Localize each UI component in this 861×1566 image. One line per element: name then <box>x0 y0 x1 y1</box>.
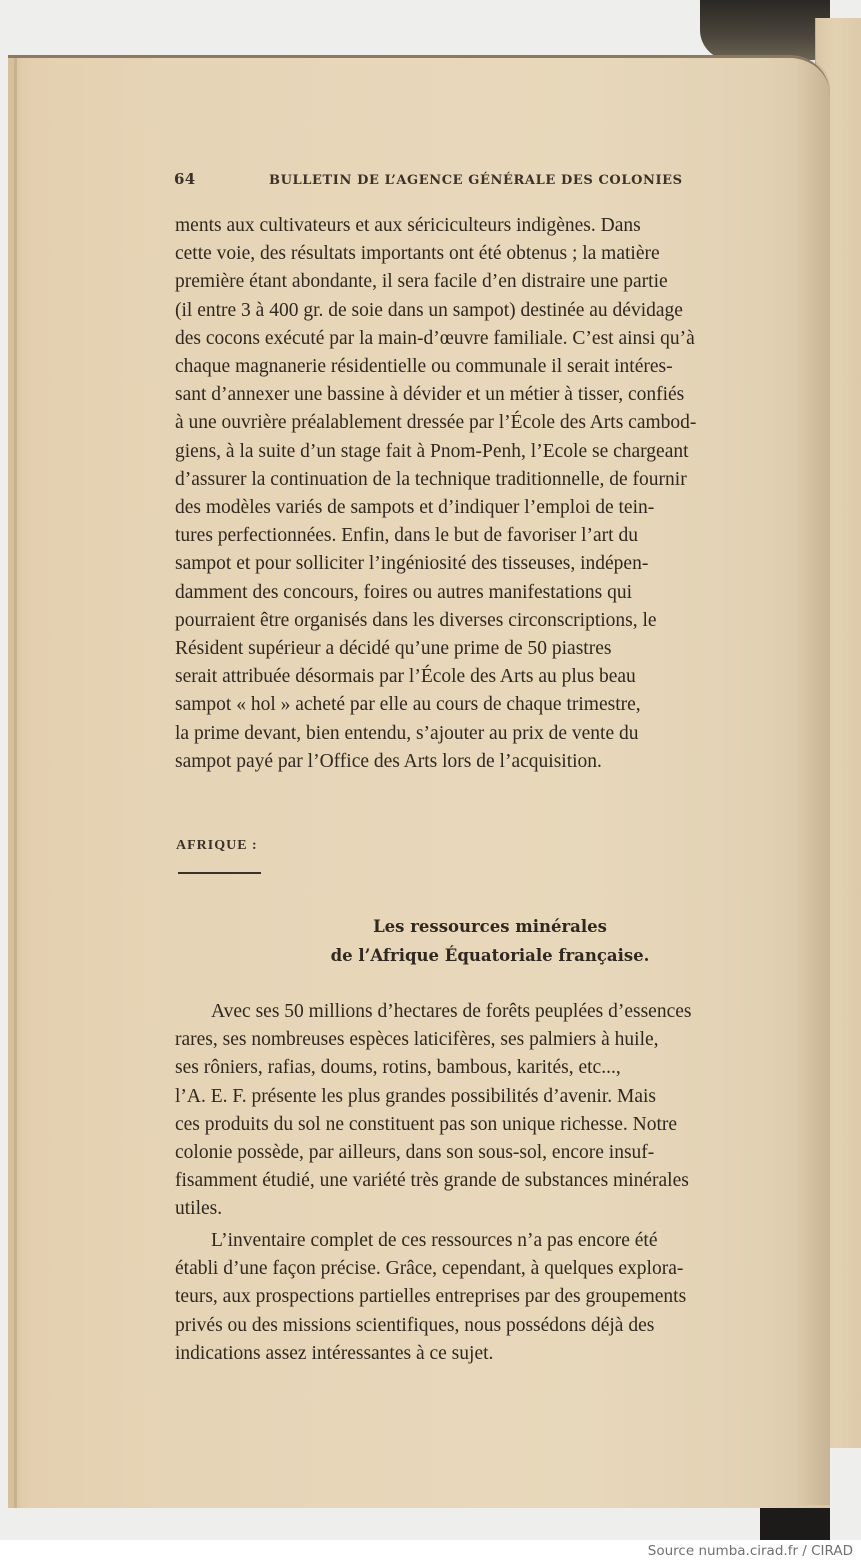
text-line: sant d’annexer une bassine à dévider et un métier à tisser, confiés <box>175 384 685 406</box>
text-line: pourraient être organisés dans les diverses circonscriptions, le <box>175 609 657 631</box>
text-line: damment des concours, foires ou autres manifestations qui <box>175 581 633 603</box>
text-line: d’assurer la continuation de la technique traditionnelle, de fournir <box>175 468 687 490</box>
text-line: utiles. <box>175 1198 223 1220</box>
text-line: fisamment étudié, une variété très grande de substances minérales <box>175 1170 689 1192</box>
text-line: rares, ses nombreuses espèces laticifères, ses palmiers à huile, <box>175 1029 659 1051</box>
body-paragraph-inventory <box>175 1227 820 1368</box>
text-line: chaque magnanerie résidentielle ou communale il serait intéres- <box>175 356 673 378</box>
text-line: teurs, aux prospections partielles entreprises par des groupements <box>175 1286 687 1308</box>
text-line: la prime devant, bien entendu, s’ajouter au prix de vente du <box>175 722 639 744</box>
text-line: des modèles variés de sampots et d’indiquer l’emploi de tein- <box>175 497 655 519</box>
text-line: ces produits du sol ne constituent pas son unique richesse. Notre <box>175 1113 678 1135</box>
text-line: à une ouvrière préalablement dressée par l’École des Arts cambod- <box>175 412 697 434</box>
text-line: indications assez intéressantes à ce sujet. <box>175 1342 494 1364</box>
text-line: ses rôniers, rafias, doums, rotins, bambous, karités, etc..., <box>175 1057 621 1079</box>
text-line: L’inventaire complet de ces ressources n’a pas encore été <box>211 1230 658 1251</box>
article-title-line-1: Les ressources minérales <box>373 917 607 936</box>
text-line: serait attribuée désormais par l’École des Arts au plus beau <box>175 666 636 688</box>
text-line: colonie possède, par ailleurs, dans son sous-sol, encore insuf- <box>175 1142 655 1164</box>
text-line: sampot payé par l’Office des Arts lors de l’acquisition. <box>175 750 602 772</box>
running-title: BULLETIN DE L’AGENCE GÉNÉRALE DES COLONIES <box>269 173 683 188</box>
text-line: l’A. E. F. présente les plus grandes possibilités d’avenir. Mais <box>175 1085 656 1107</box>
text-line: Résident supérieur a décidé qu’une prime de 50 piastres <box>175 638 612 660</box>
text-line: Avec ses 50 millions d’hectares de forêts peuplées d’essences <box>211 1001 692 1022</box>
source-credit: Source numba.cirad.fr / CIRAD <box>647 1543 853 1559</box>
text-line: des cocons exécuté par la main-d’œuvre familiale. C’est ainsi qu’à <box>175 327 695 349</box>
body-paragraph-forests <box>175 998 820 1224</box>
text-line: ments aux cultivateurs et aux sériciculteurs indigènes. Dans <box>175 215 641 236</box>
text-line: privés ou des missions scientifiques, nous possédons déjà des <box>175 1314 655 1336</box>
section-heading-afrique: AFRIQUE : <box>176 838 258 853</box>
article-title-line-2: de l’Afrique Équatoriale française. <box>330 946 650 965</box>
text-line: cette voie, des résultats importants ont été obtenus ; la matière <box>175 243 660 265</box>
body-paragraph-sampot <box>175 212 820 776</box>
text-line: tures perfectionnées. Enfin, dans le but de favoriser l’art du <box>175 525 638 547</box>
section-underline-rule <box>178 872 261 874</box>
text-line: établi d’une façon précise. Grâce, cependant, à quelques explora- <box>175 1258 684 1280</box>
book-binding-top <box>700 0 830 60</box>
running-header <box>174 170 694 188</box>
page-number: 64 <box>174 170 196 188</box>
article-title <box>260 912 720 970</box>
text-line: giens, à la suite d’un stage fait à Pnom-Penh, l’Ecole se chargeant <box>175 440 689 462</box>
text-line: sampot et pour solliciter l’ingéniosité des tisseuses, indépen- <box>175 553 649 575</box>
text-line: (il entre 3 à 400 gr. de soie dans un sampot) destinée au dévidage <box>175 299 683 321</box>
text-line: première étant abondante, il sera facile d’en distraire une partie <box>175 271 668 293</box>
text-line: sampot « hol » acheté par elle au cours de chaque trimestre, <box>175 694 641 716</box>
